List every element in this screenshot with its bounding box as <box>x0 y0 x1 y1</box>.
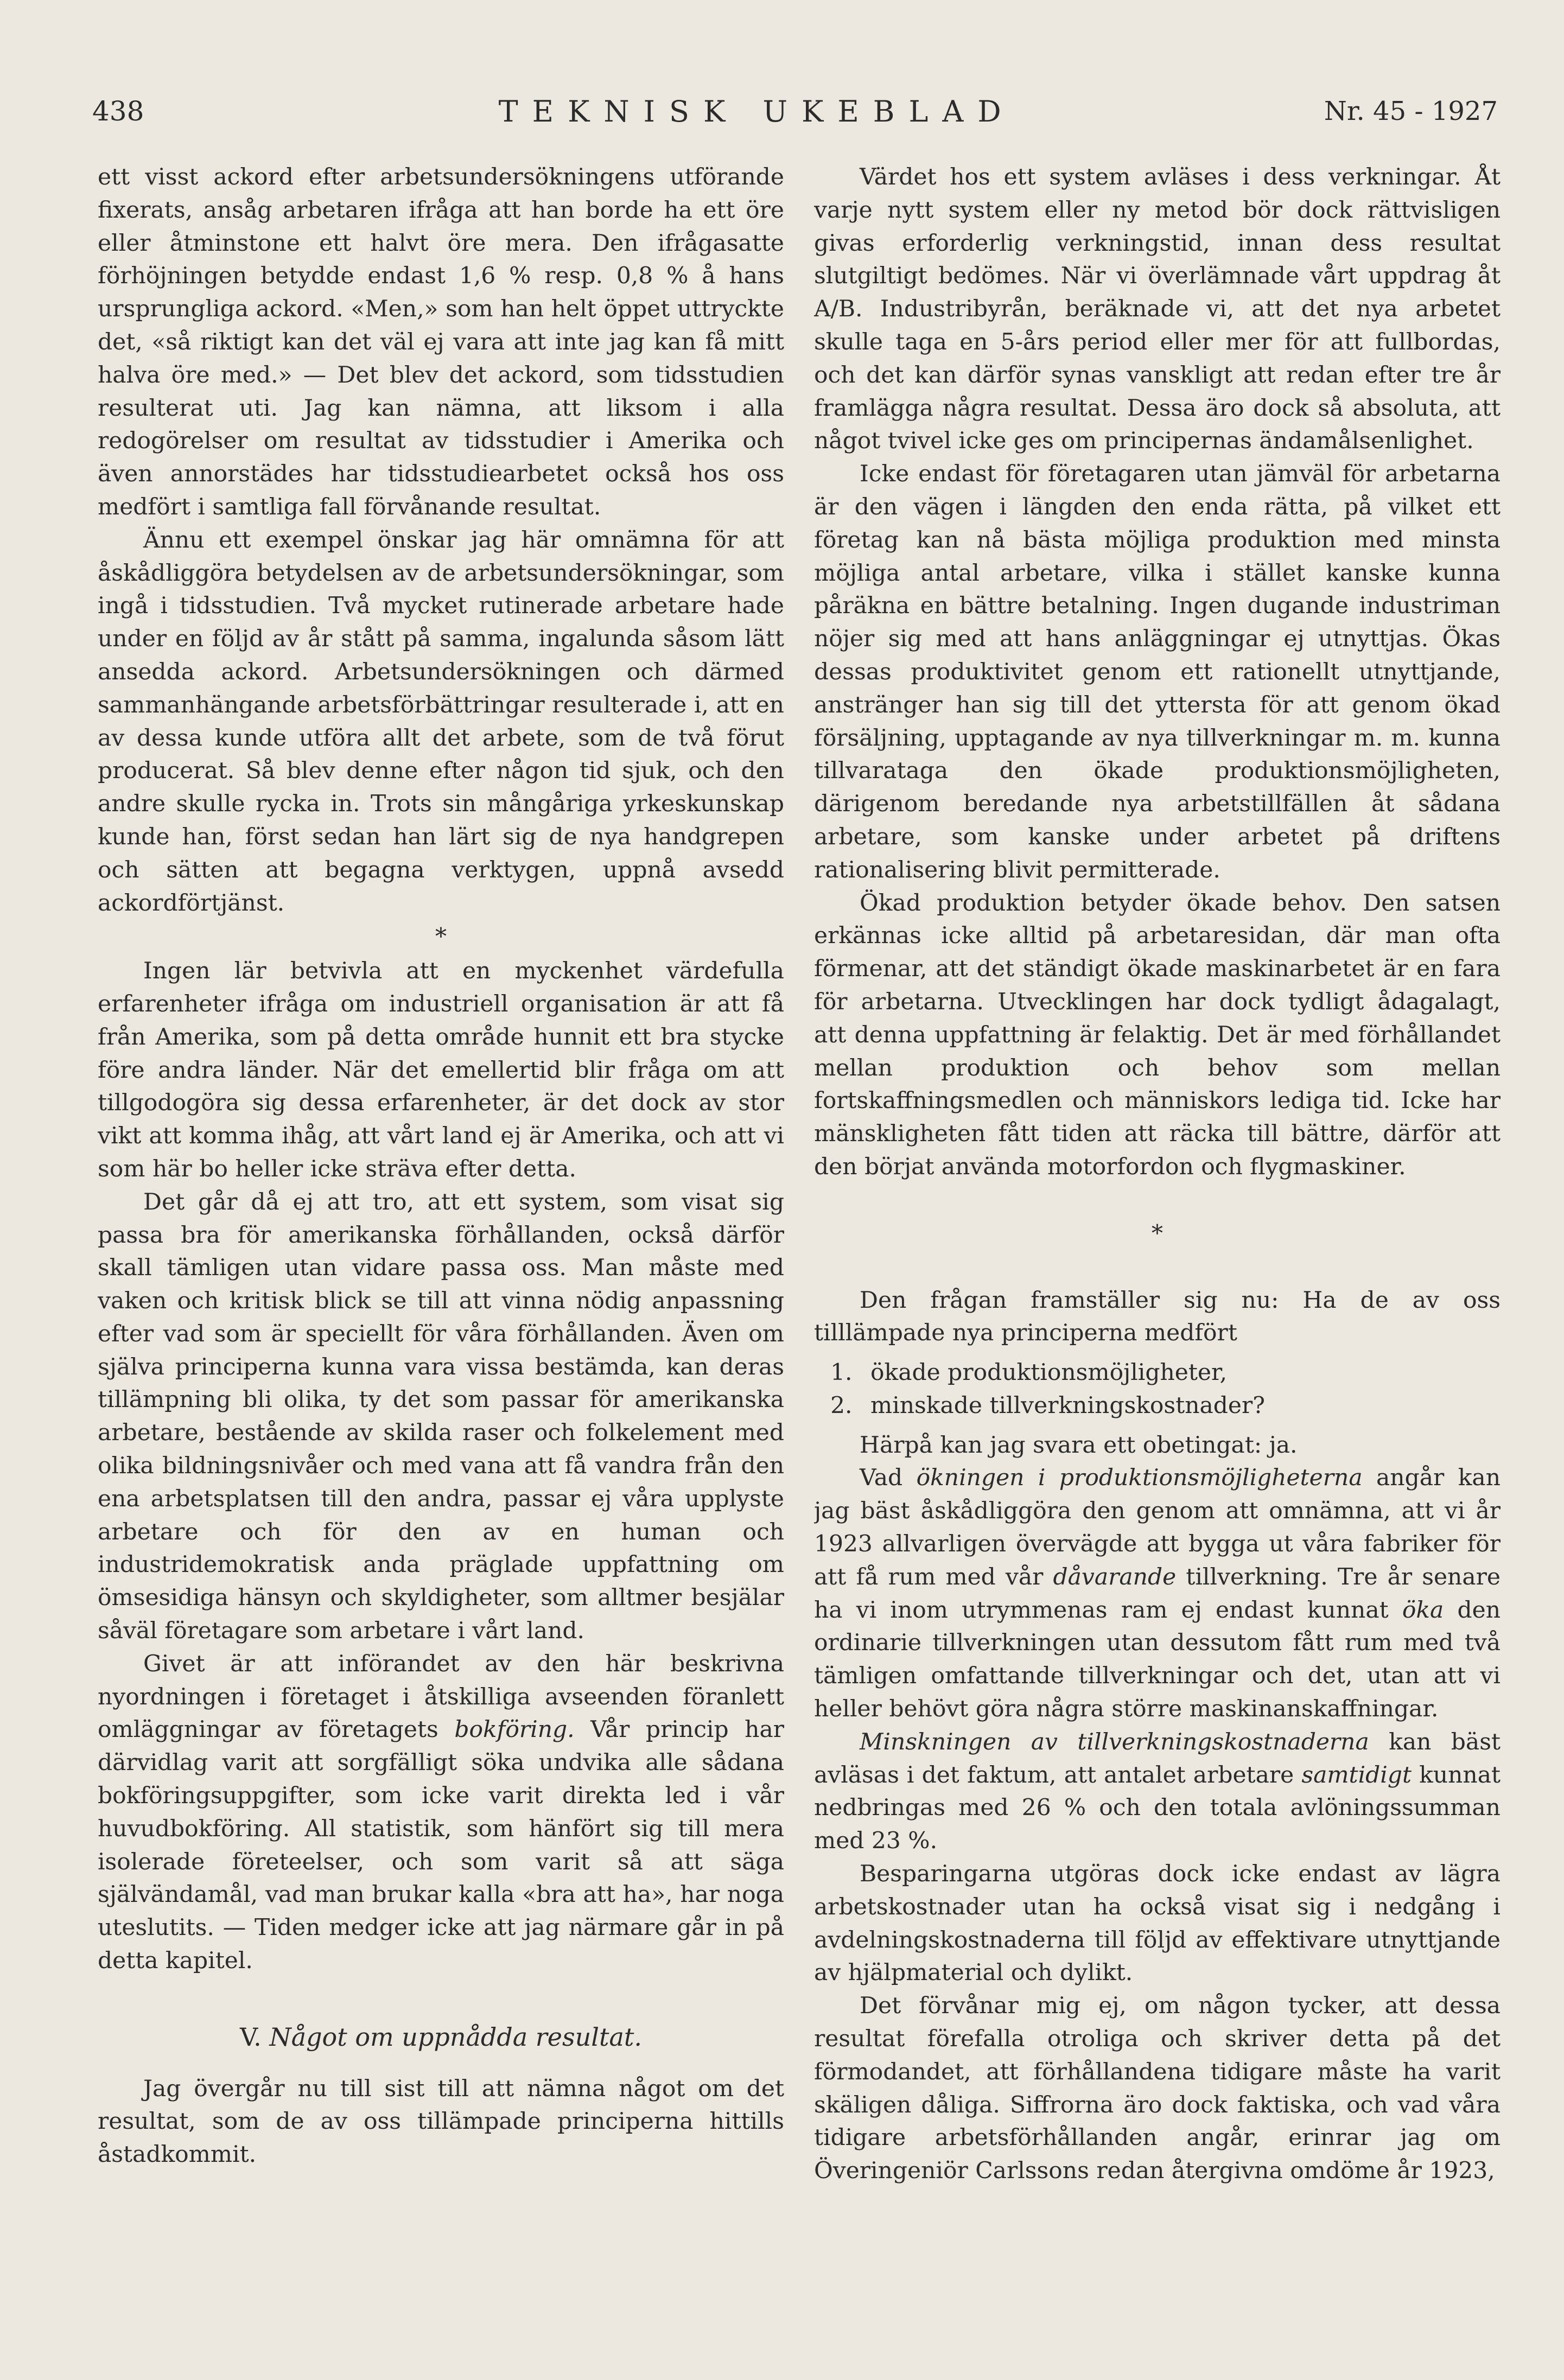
emphasis: ökningen i produktionsmöjligheterna <box>916 1464 1363 1491</box>
page-header <box>92 87 1498 136</box>
paragraph: Icke endast för företagaren utan jämväl för arbetarna är den vägen i längden den enda rätta, på vilket ett företag kan nå bästa möjliga produktion med minsta möjliga antal arbetare, vilka i stället kanske kunna påräkna en bättre betalning. Ingen dugande industriman nöjer sig med att hans anläggningar ej utnyttjas. Ökas dessas produktivitet genom ett rationellt utnyttjande, anstränger han sig till det yttersta för att genom ökad försäljning, upptagande av nya tillverkningar m. m. kunna tillvarataga den ökade produktionsmöjligheten, därigenom beredande nya arbetstillfällen åt sådana arbetare, som kanske under arbetet på driftens rationalisering blivit permitterade. <box>814 460 1501 883</box>
paragraph: Jag övergår nu till sist till att nämna något om det resultat, som de av oss tillämpade principerna hittills åstadkommit. <box>98 2074 784 2168</box>
paragraph: Den frågan framställer sig nu: Ha de av oss tilllämpade nya principerna medfört <box>814 1286 1501 1346</box>
section-title: Något om uppnådda resultat. <box>269 2022 642 2052</box>
section-heading <box>98 2021 784 2054</box>
paragraph <box>814 1461 1501 1725</box>
left-column <box>98 161 784 2277</box>
emphasis: dåvarande <box>1053 1563 1177 1590</box>
paragraph: ett visst ackord efter arbetsundersökningens utförande fixerats, ansåg arbetaren ifråga att han borde ha ett öre eller åtminstone ett halvt öre mera. Den ifrågasatte förhöjningen betydde endast 1,6 % resp. 0,8 % å hans ursprungliga ackord. «Men,» som han helt öppet uttryckte det, «så riktigt kan det väl ej vara att inte jag kan få mitt halva öre med.» — Det blev det ackord, som tidsstudien resulterat uti. Jag kan nämna, att liksom i alla redogörelser om resultat av tidsstudier i Amerika och även annorstädes har tidsstudiearbetet också hos oss medfört i samtliga fall förvånande resultat. <box>98 163 784 520</box>
paragraph: Värdet hos ett system avläses i dess verkningar. Åt varje nytt system eller ny metod bör dock rättvisligen givas erforderlig verkningstid, innan dess resultat slutgiltigt bedömes. När vi överlämnade vårt uppdrag åt A/B. Industribyrån, beräknade vi, att det nya arbetet skulle taga en 5-års period eller mer för att fullbordas, och det kan därför synas vanskligt att redan efter tre år framlägga några resultat. Dessa äro dock så absoluta, att något tvivel icke ges om principernas ändamålsenlighet. <box>814 163 1501 454</box>
text-run: kan bäst avläsas i det faktum, att antalet arbetare <box>814 1728 1501 1788</box>
emphasis: samtidigt <box>1301 1761 1412 1788</box>
running-head: TEKNISK UKEBLAD <box>498 94 1015 129</box>
section-number: V. <box>240 2022 262 2052</box>
text-run: kunnat nedbringas med 26 % och den totala avlöningssumman med 23 %. <box>814 1761 1501 1854</box>
text-run: Vår princip har därvidlag varit att sorgfälligt söka undvika alle sådana bokföringsuppgifter, som icke varit direkta led i vår huvudbokföring. All statistik, som hänfört sig till mera isolerade företeelser, och som varit så att säga självändamål, vad man brukar kalla «bra att ha», har noga uteslutits. — Tiden medger icke att jag närmare går in på detta kapitel. <box>98 1716 784 1974</box>
text-run: Vad <box>860 1464 917 1491</box>
paragraph: Det går då ej att tro, att ett system, som visat sig passa bra för amerikanska förhållanden, också därför skall tämligen utan vidare passa oss. Man måste med vaken och kritisk blick se till att vinna nödig anpassning efter vad som är speciellt för våra förhållanden. Även om själva principerna kunna vara vissa bestämda, kan deras tillämpning bli olika, ty det som passar för amerikanska arbetare, bestående av skilda raser och folkelement med olika bildningsnivåer och med vana att få vandra från den ena arbetsplatsen till den andra, passar ej våra upplyste arbetare och för den av en human och industridemokratisk anda präglade uppfattning om ömsesidiga hänsyn och skyldigheter, som alltmer besjälar såväl företagare som arbetare i vårt land. <box>98 1188 784 1644</box>
paragraph <box>98 1647 784 1977</box>
text-run: den ordinarie tillverkningen utan dessutom fått rum med två tämligen omfattande tillverkningar och det, utan att vi heller behövt göra några större maskinanskaffningar. <box>814 1596 1501 1722</box>
spacer <box>814 1183 1501 1216</box>
issue-number: Nr. 45 - 1927 <box>1324 96 1498 126</box>
paragraph: Det förvånar mig ej, om någon tycker, att dessa resultat förefalla otroliga och skriver detta på det förmodandet, att förhållandena tidigare måste ha varit skäligen dåliga. Siffrorna äro dock faktiska, och vad våra tidigare arbetsförhållanden angår, erinrar jag om Överingeniör Carlssons redan återgivna omdöme år 1923, <box>814 1992 1501 2184</box>
spacer <box>814 1251 1501 1284</box>
page-number: 438 <box>92 96 144 127</box>
emphasis: öka <box>1402 1596 1444 1623</box>
section-separator: * <box>1151 1219 1164 1246</box>
paragraph: Härpå kan jag svara ett obetingat: ja. <box>860 1431 1298 1458</box>
list-item: 1. ökade produktionsmöjligheter, <box>860 1356 1501 1389</box>
right-column <box>814 161 1501 2277</box>
numbered-list <box>814 1356 1501 1422</box>
list-item: 2. minskade tillverkningskostnader? <box>860 1389 1501 1422</box>
text-run: angår kan jag bäst åskådliggöra den genom att omnämna, att vi år 1923 allvarligen övervägde att bygga ut våra fabriker för att få rum med vår <box>814 1464 1501 1590</box>
text-run: Givet är att införandet av den här beskrivna nyordningen i företaget i åtskilliga avseenden föranlett omläggningar av företagets <box>98 1650 784 1743</box>
section-separator: * <box>435 923 447 950</box>
emphasis: bokföring. <box>454 1716 575 1743</box>
paragraph: Ökad produktion betyder ökade behov. Den satsen erkännas icke alltid på arbetaresidan, där man ofta förmenar, att det ständigt ökade maskinarbetet är en fara för arbetarna. Utvecklingen har dock tydligt ådagalagt, att denna uppfattning är felaktig. Det är med förhållandet mellan produktion och behov som mellan fortskaffningsmedlen och människors lediga tid. Icke har mänskligheten fått tiden att räcka till bättre, därför att den börjat använda motorfordon och flygmaskiner. <box>814 889 1501 1180</box>
paragraph <box>814 1726 1501 1857</box>
emphasis: Minskningen av tillverkningskostnaderna <box>860 1728 1369 1755</box>
text-run: tillverkning. Tre år senare ha vi inom utrymmenas ram ej endast kunnat <box>814 1563 1501 1623</box>
paragraph: Ingen lär betvivla att en myckenhet värdefulla erfarenheter ifråga om industriell organisation är att få från Amerika, som på detta område hunnit ett bra stycke före andra länder. När det emellertid blir fråga om att tillgodogöra sig dessa erfarenheter, är det dock av stor vikt att komma ihåg, att vårt land ej är Amerika, och att vi som här bo heller icke sträva efter detta. <box>98 957 784 1182</box>
paragraph: Besparingarna utgöras dock icke endast av lägra arbetskostnader utan ha också visat sig i nedgång i avdelningskostnaderna till följd av effektivare utnyttjande av hjälpmaterial och dylikt. <box>814 1860 1501 1986</box>
paragraph: Ännu ett exempel önskar jag här omnämna för att åskådliggöra betydelsen av de arbetsundersökningar, som ingå i tidsstudien. Två mycket rutinerade arbetare hade under en följd av år stått på samma, ingalunda såsom lätt ansedda ackord. Arbetsundersökningen och därmed sammanhängande arbetsförbättringar resulterade i, att en av dessa kunde utföra allt det arbete, som de två förut producerat. Så blev denne efter någon tid sjuk, och den andre skulle rycka in. Trots sin mångåriga yrkeskunskap kunde han, först sedan han lärt sig de nya handgrepen och sätten att begagna verktygen, uppnå avsedd ackordförtjänst. <box>98 526 784 916</box>
